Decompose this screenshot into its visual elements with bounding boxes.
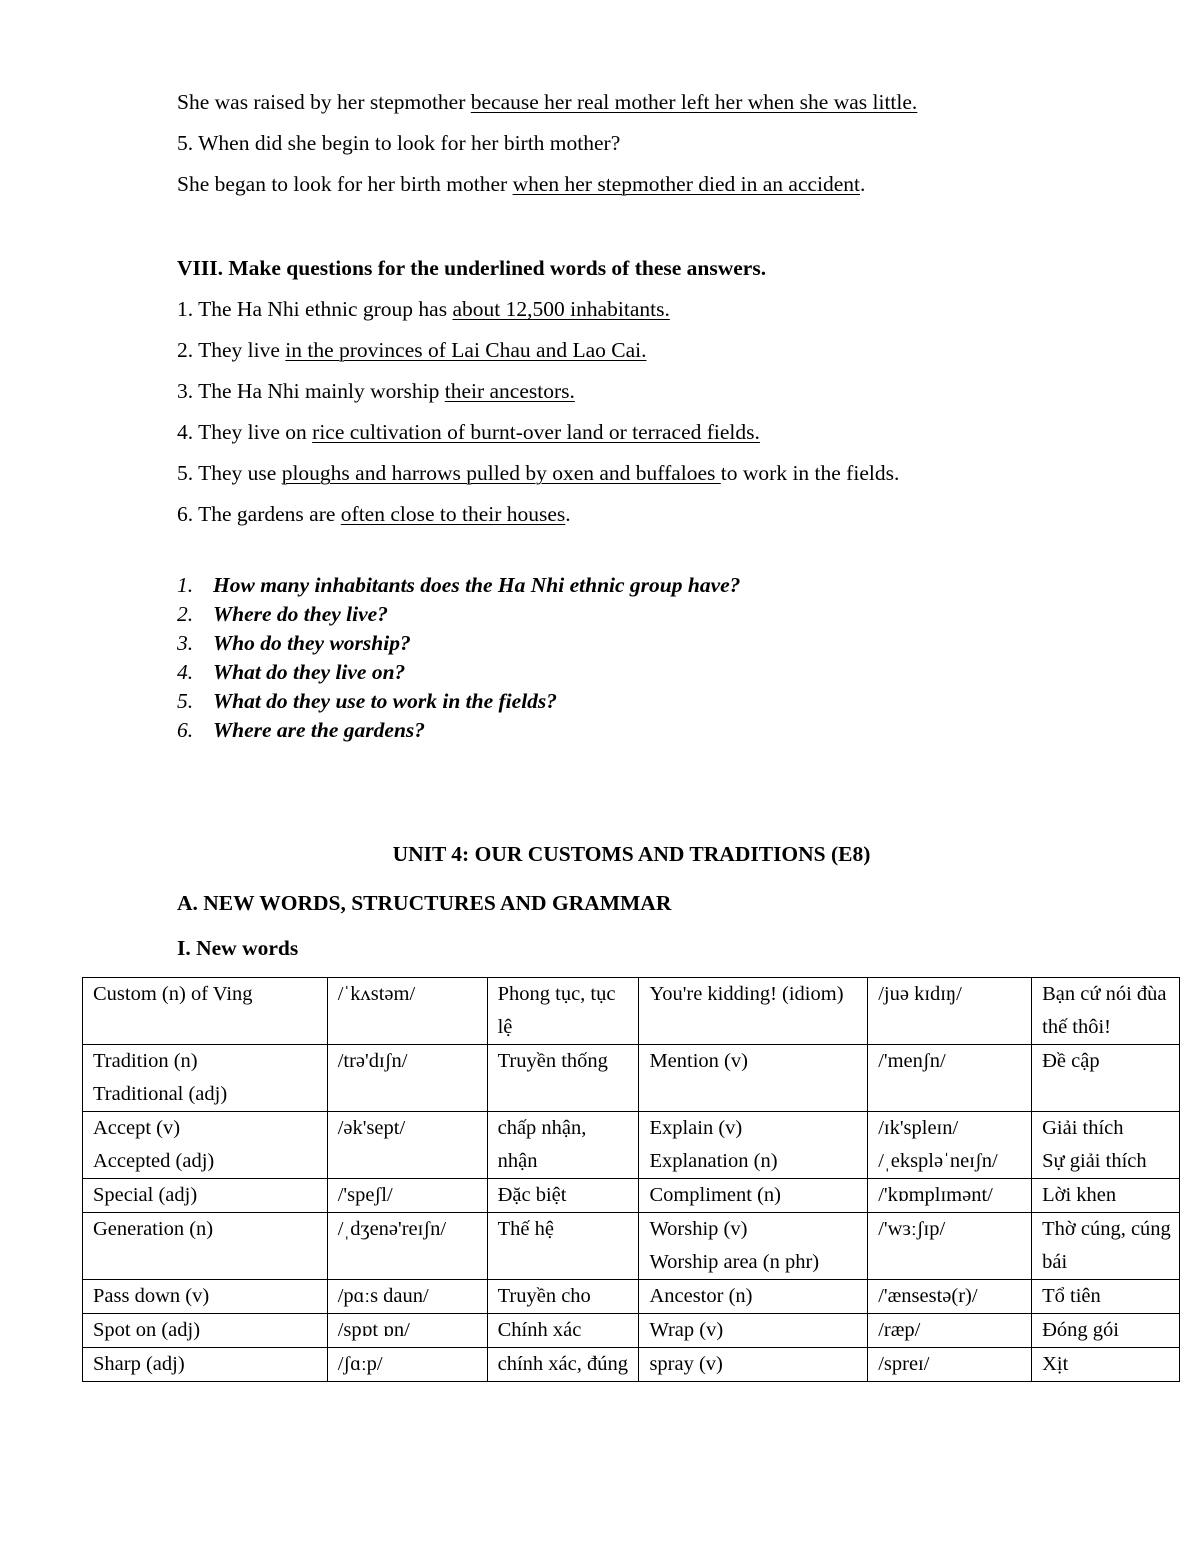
- underlined-text: rice cultivation of burnt-over land or terraced fields.: [312, 420, 760, 444]
- answer-item: [177, 571, 740, 600]
- section-viii-heading: VIII. Make questions for the underlined words of these answers.: [177, 256, 767, 280]
- answer-number: 2.: [177, 602, 194, 626]
- meaning-cell: Chính xác: [487, 1314, 639, 1348]
- question-text: 5. When did she begin to look for her birth mother?: [177, 131, 621, 155]
- table-row: [83, 1213, 1180, 1280]
- word-cell: Worship (v) Worship area (n phr): [639, 1213, 868, 1280]
- word-cell: Special (adj): [83, 1179, 328, 1213]
- meaning-cell: Xịt: [1032, 1348, 1180, 1382]
- underlined-text: when her stepmother died in an accident: [512, 172, 861, 196]
- answer-text: Where do they live?: [213, 602, 388, 626]
- phonetic-cell: /juə kɪdɪŋ/: [868, 978, 1032, 1045]
- word-cell: Sharp (adj): [83, 1348, 328, 1382]
- phonetic-cell: /'ænsestə(r)/: [868, 1280, 1032, 1314]
- table-row: [83, 1314, 1180, 1348]
- meaning-cell: Thế hệ: [487, 1213, 639, 1280]
- meaning-cell: Phong tục, tục lệ: [487, 978, 639, 1045]
- phonetic-cell: /spreɪ/: [868, 1348, 1032, 1382]
- table-row: [83, 1348, 1180, 1382]
- prev-answer-line: [177, 170, 865, 198]
- answer-item: [177, 716, 425, 745]
- word-cell: Generation (n): [83, 1213, 328, 1280]
- word-cell: Explain (v) Explanation (n): [639, 1112, 868, 1179]
- section-a-heading: A. NEW WORDS, STRUCTURES AND GRAMMAR: [177, 891, 672, 915]
- phonetic-cell: /'wɜːʃɪp/: [868, 1213, 1032, 1280]
- table-row: [83, 978, 1180, 1045]
- meaning-cell: Truyền thống: [487, 1045, 639, 1112]
- underlined-text: because her real mother left her when she was little.: [470, 90, 918, 114]
- word-cell: Spot on (adj): [83, 1314, 328, 1348]
- phonetic-cell: /ək'sept/: [327, 1112, 487, 1179]
- meaning-cell: Tổ tiên: [1032, 1280, 1180, 1314]
- phonetic-cell: /pɑːs daun/: [327, 1280, 487, 1314]
- meaning-cell: Lời khen: [1032, 1179, 1180, 1213]
- underlined-text: often close to their houses: [340, 502, 566, 526]
- phonetic-cell: /ʃɑːp/: [327, 1348, 487, 1382]
- meaning-cell: chấp nhận, nhận: [487, 1112, 639, 1179]
- word-cell: Custom (n) of Ving: [83, 978, 328, 1045]
- table-row: [83, 1179, 1180, 1213]
- exercise-item: [177, 336, 647, 364]
- answer-number: 1.: [177, 573, 194, 597]
- answer-item: [177, 600, 388, 629]
- word-cell: Accept (v) Accepted (adj): [83, 1112, 328, 1179]
- phonetic-cell: /'menʃn/: [868, 1045, 1032, 1112]
- table-row: [83, 1112, 1180, 1179]
- phonetic-cell: /ɪk'spleɪn/ /ˌekspləˈneɪʃn/: [868, 1112, 1032, 1179]
- answer-text: Where are the gardens?: [213, 718, 426, 742]
- prev-answer-line: [177, 88, 917, 116]
- word-cell: Compliment (n): [639, 1179, 868, 1213]
- item-text: .: [565, 502, 571, 526]
- meaning-cell: Bạn cứ nói đùa thế thôi!: [1032, 978, 1180, 1045]
- answer-item: [177, 629, 411, 658]
- answer-text: She was raised by her stepmother: [177, 90, 471, 114]
- subsection-heading: I. New words: [177, 936, 299, 960]
- word-cell: You're kidding! (idiom): [639, 978, 868, 1045]
- answer-item: [177, 658, 405, 687]
- item-text: 6. The gardens are: [177, 502, 341, 526]
- exercise-item: [177, 500, 571, 528]
- word-cell: Wrap (v): [639, 1314, 868, 1348]
- phonetic-cell: /ˈkʌstəm/: [327, 978, 487, 1045]
- item-text: 3. The Ha Nhi mainly worship: [177, 379, 445, 403]
- item-text: 2. They live: [177, 338, 286, 362]
- phonetic-cell: /'kɒmplɪmənt/: [868, 1179, 1032, 1213]
- answer-text: .: [860, 172, 866, 196]
- meaning-cell: chính xác, đúng: [487, 1348, 639, 1382]
- phonetic-cell: /'speʃl/: [327, 1179, 487, 1213]
- answer-number: 6.: [177, 718, 194, 742]
- vocabulary-table-body: [83, 978, 1180, 1382]
- answer-text: How many inhabitants does the Ha Nhi ethnic group have?: [213, 573, 741, 597]
- exercise-item: [177, 377, 575, 405]
- underlined-text: in the provinces of Lai Chau and Lao Cai.: [285, 338, 647, 362]
- word-cell: spray (v): [639, 1348, 868, 1382]
- answer-text: Who do they worship?: [213, 631, 411, 655]
- answer-number: 5.: [177, 689, 194, 713]
- phonetic-cell: /trə'dɪʃn/: [327, 1045, 487, 1112]
- answer-number: 4.: [177, 660, 194, 684]
- meaning-cell: Thờ cúng, cúng bái: [1032, 1213, 1180, 1280]
- meaning-cell: Đóng gói: [1032, 1314, 1180, 1348]
- underlined-text: their ancestors.: [444, 379, 575, 403]
- meaning-cell: Đề cập: [1032, 1045, 1180, 1112]
- phonetic-cell: /ˌdʒenə'reɪʃn/: [327, 1213, 487, 1280]
- vocabulary-table: [82, 977, 1180, 1382]
- underlined-text: about 12,500 inhabitants.: [452, 297, 670, 321]
- underlined-text: ploughs and harrows pulled by oxen and buffaloes: [281, 461, 721, 485]
- item-text: to work in the fields.: [720, 461, 900, 485]
- exercise-item: [177, 295, 670, 323]
- unit-title: UNIT 4: OUR CUSTOMS AND TRADITIONS (E8): [392, 842, 871, 866]
- answer-text: What do they use to work in the fields?: [213, 689, 558, 713]
- exercise-item: [177, 418, 760, 446]
- answer-item: [177, 687, 557, 716]
- prev-question-line: [177, 129, 620, 157]
- answer-text: She began to look for her birth mother: [177, 172, 513, 196]
- answer-number: 3.: [177, 631, 194, 655]
- exercise-item: [177, 459, 899, 487]
- meaning-cell: Truyền cho: [487, 1280, 639, 1314]
- phonetic-cell: /spɒt ɒn/: [327, 1314, 487, 1348]
- item-text: 4. They live on: [177, 420, 313, 444]
- word-cell: Pass down (v): [83, 1280, 328, 1314]
- meaning-cell: Đặc biệt: [487, 1179, 639, 1213]
- meaning-cell: Giải thích Sự giải thích: [1032, 1112, 1180, 1179]
- word-cell: Mention (v): [639, 1045, 868, 1112]
- answer-text: What do they live on?: [213, 660, 406, 684]
- phonetic-cell: /ræp/: [868, 1314, 1032, 1348]
- word-cell: Ancestor (n): [639, 1280, 868, 1314]
- word-cell: Tradition (n) Traditional (adj): [83, 1045, 328, 1112]
- table-row: [83, 1280, 1180, 1314]
- item-text: 1. The Ha Nhi ethnic group has: [177, 297, 453, 321]
- item-text: 5. They use: [177, 461, 282, 485]
- table-row: [83, 1045, 1180, 1112]
